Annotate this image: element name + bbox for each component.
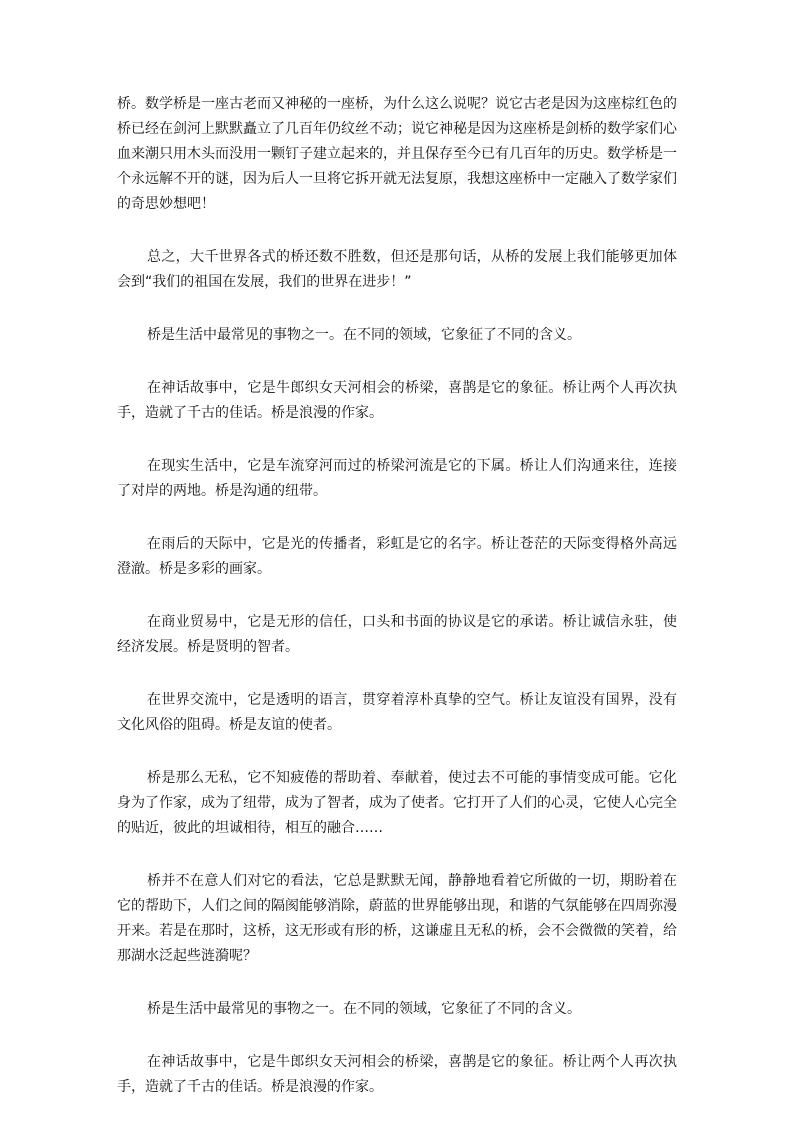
paragraph-math-bridge: 桥。数学桥是一座古老而又神秘的一座桥，为什么这么说呢？说它古老是因为这座棕红色的桥已经在剑河上默默矗立了几百年仍纹丝不动；说它神秘是因为这座桥是剑桥的数学家们心血来潮只用木头而没用一颗钉子建立起来的，并且保存至今已有几百年的历史。数学桥是一个永远解不开的谜，因为后人一旦将它拆开就无法复原，我想这座桥中一定融入了数学家们的奇思妙想吧！ — [117, 96, 677, 212]
paragraph-humble: 桥并不在意人们对它的看法，它总是默默无闻，静静地看着它所做的一切，期盼着在它的帮助下，人们之间的隔阂能够消除，蔚蓝的世界能够出现，和谐的气氛能够在四周弥漫开来。若是在那时，这桥，这无形或有形的桥，这谦虚且无私的桥，会不会微微的笑着，给那湖水泛起些涟漪呢？ — [117, 873, 677, 964]
paragraph-myth-repeat: 在神话故事中，它是牛郎织女天河相会的桥梁，喜鹊是它的象征。桥让两个人再次执手，造就了千古的佳话。桥是浪漫的作家。 — [117, 1054, 677, 1095]
paragraph-myth: 在神话故事中，它是牛郎织女天河相会的桥梁，喜鹊是它的象征。桥让两个人再次执手，造就了千古的佳话。桥是浪漫的作家。 — [117, 380, 677, 421]
paragraph-selfless: 桥是那么无私，它不知疲倦的帮助着、奉献着，使过去不可能的事情变成可能。它化身为了作家，成为了纽带，成为了智者，成为了使者。它打开了人们的心灵，它使人心完全的贴近，彼此的坦诚相待，相互的融合…… — [117, 770, 677, 836]
paragraph-reality: 在现实生活中，它是车流穿河而过的桥梁河流是它的下属。桥让人们沟通来往，连接了对岸的两地。桥是沟通的纽带。 — [117, 458, 677, 499]
paragraph-trade: 在商业贸易中，它是无形的信任，口头和书面的协议是它的承诺。桥让诚信永驻，使经济发展。桥是贤明的智者。 — [117, 614, 677, 655]
paragraph-intro: 桥是生活中最常见的事物之一。在不同的领域，它象征了不同的含义。 — [147, 327, 581, 343]
paragraph-rainbow: 在雨后的天际中，它是光的传播者，彩虹是它的名字。桥让苍茫的天际变得格外高远澄澈。桥是多彩的画家。 — [117, 536, 677, 577]
document-body — [117, 92, 677, 1128]
paragraph-intro-repeat: 桥是生活中最常见的事物之一。在不同的领域，它象征了不同的含义。 — [147, 1001, 581, 1017]
paragraph-summary: 总之，大千世界各式的桥还数不胜数，但还是那句话，从桥的发展上我们能够更加体会到“我们的祖国在发展，我们的世界在进步！” — [117, 249, 677, 290]
paragraph-exchange: 在世界交流中，它是透明的语言，贯穿着淳朴真挚的空气。桥让友谊没有国界，没有文化风俗的阻碍。桥是友谊的使者。 — [117, 692, 677, 733]
